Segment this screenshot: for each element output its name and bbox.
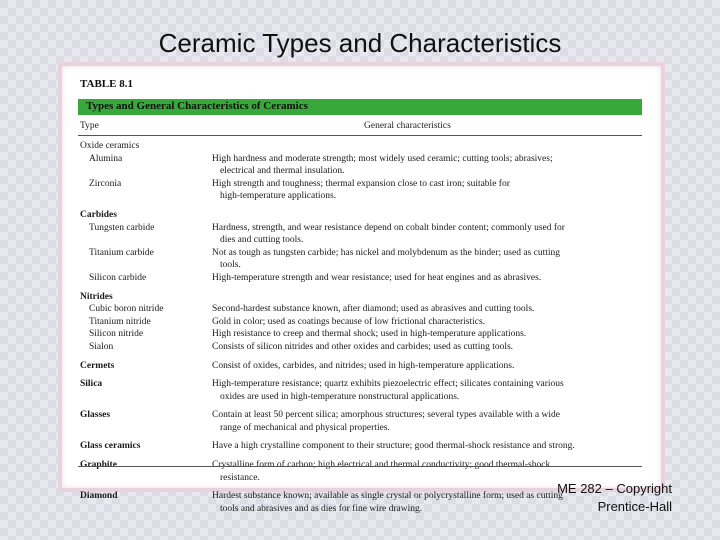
table-row — [62, 328, 661, 341]
bottom-rule — [78, 466, 642, 467]
table-row — [62, 209, 661, 222]
table-row — [62, 153, 661, 178]
row-type — [62, 459, 212, 484]
table-body — [62, 140, 661, 515]
row-characteristics — [212, 140, 607, 153]
row-characteristics — [212, 459, 607, 484]
row-characteristics — [212, 209, 607, 222]
slide-title: Ceramic Types and Characteristics — [158, 28, 562, 58]
row-characteristics — [212, 409, 607, 434]
table-row — [62, 247, 661, 272]
table-caption-bar — [78, 99, 642, 115]
row-characteristics — [212, 490, 607, 515]
row-type: Carbides — [80, 209, 117, 220]
row-characteristics — [212, 153, 607, 178]
characteristics-line: tools and abrasives and as dies for fine wire drawing. — [220, 503, 423, 514]
row-characteristics — [212, 303, 607, 316]
row-type: Silica — [80, 379, 103, 390]
table-row — [62, 272, 661, 285]
characteristics-line: high-temperature applications. — [220, 191, 337, 202]
row-type: Titanium nitride — [89, 316, 151, 327]
characteristics-line: tools. — [220, 260, 241, 271]
row-type: Glass ceramics — [80, 441, 141, 452]
table-row — [62, 341, 661, 354]
table-row — [62, 316, 661, 329]
table-caption: Types and General Characteristics of Ceramics — [86, 100, 308, 112]
table-row — [62, 440, 661, 453]
slide-footer — [557, 481, 672, 516]
characteristics-line: Consist of oxides, carbides, and nitrides; used in high-temperature applications. — [212, 360, 515, 371]
row-type: Diamond — [80, 491, 118, 502]
row-type: Zirconia — [89, 178, 122, 189]
characteristics-line: range of mechanical and physical properties. — [220, 422, 390, 433]
row-characteristics — [212, 178, 607, 203]
table-row — [62, 378, 661, 403]
characteristics-line: High-temperature strength and wear resistance; used for heat engines and as abrasives. — [212, 272, 542, 283]
row-characteristics — [212, 341, 607, 354]
row-characteristics — [212, 316, 607, 329]
characteristics-line: Consists of silicon nitrides and other oxides and carbides; used as cutting tools. — [212, 341, 514, 352]
row-characteristics — [212, 291, 607, 304]
row-characteristics — [212, 272, 607, 285]
characteristics-line: Have a high crystalline component to their structure; good thermal-shock resistance and strong. — [212, 441, 575, 452]
characteristics-line: resistance. — [220, 472, 260, 483]
characteristics-line: Hardest substance known; available as single crystal or polycrystalline form; used as cutting — [212, 491, 563, 502]
characteristics-line: dies and cutting tools. — [220, 235, 304, 246]
row-characteristics — [212, 360, 607, 373]
table-row — [62, 303, 661, 316]
row-type: Silicon carbide — [89, 272, 147, 283]
table-row — [62, 178, 661, 203]
characteristics-line: High hardness and moderate strength; most widely used ceramic; cutting tools; abrasives; — [212, 153, 553, 164]
table-row — [62, 222, 661, 247]
row-characteristics — [212, 378, 607, 403]
row-characteristics — [212, 328, 607, 341]
characteristics-line: Gold in color; used as coatings because of low frictional characteristics. — [212, 316, 486, 327]
row-characteristics — [212, 440, 607, 453]
row-type: Oxide ceramics — [80, 141, 140, 151]
row-type: Sialon — [89, 341, 114, 352]
characteristics-line: High strength and toughness; thermal expansion close to cast iron; suitable for — [212, 178, 510, 189]
table-row — [62, 409, 661, 434]
characteristics-line: High-temperature resistance; quartz exhibits piezoelectric effect; silicates containing various — [212, 379, 564, 390]
row-type: Cermets — [80, 360, 115, 371]
row-type: Alumina — [89, 153, 123, 164]
row-type: Cubic boron nitride — [89, 304, 164, 315]
characteristics-line: Hardness, strength, and wear resistance depend on cobalt binder content; commonly used for — [212, 222, 565, 233]
table-number: TABLE 8.1 — [80, 78, 133, 90]
row-characteristics — [212, 247, 607, 272]
characteristics-line: oxides are used in high-temperature nonstructural applications. — [220, 391, 460, 402]
characteristics-line: High resistance to creep and thermal shock; used in high-temperature applications. — [212, 329, 527, 340]
header-rule — [78, 135, 642, 136]
table-row — [62, 140, 661, 153]
column-header-type: Type — [80, 121, 99, 131]
row-type: Silicon nitride — [89, 329, 144, 340]
characteristics-line: Not as tough as tungsten carbide; has nickel and molybdenum as the binder; used as cutting — [212, 247, 560, 258]
row-type: Nitrides — [80, 291, 113, 302]
row-type: Titanium carbide — [89, 247, 154, 258]
row-type: Tungsten carbide — [89, 222, 155, 233]
characteristics-line: electrical and thermal insulation. — [220, 166, 345, 177]
footer-publisher: Prentice-Hall — [597, 499, 672, 514]
table-row — [62, 291, 661, 304]
characteristics-line: Contain at least 50 percent silica; amorphous structures; several types available with a wide — [212, 410, 560, 421]
row-type: Glasses — [80, 410, 111, 421]
column-header-characteristics: General characteristics — [364, 121, 451, 131]
footer-copyright: ME 282 – Copyright — [557, 481, 672, 496]
table-row — [62, 360, 661, 373]
characteristics-line: Second-hardest substance known, after diamond; used as abrasives and cutting tools. — [212, 304, 535, 315]
row-characteristics — [212, 222, 607, 247]
